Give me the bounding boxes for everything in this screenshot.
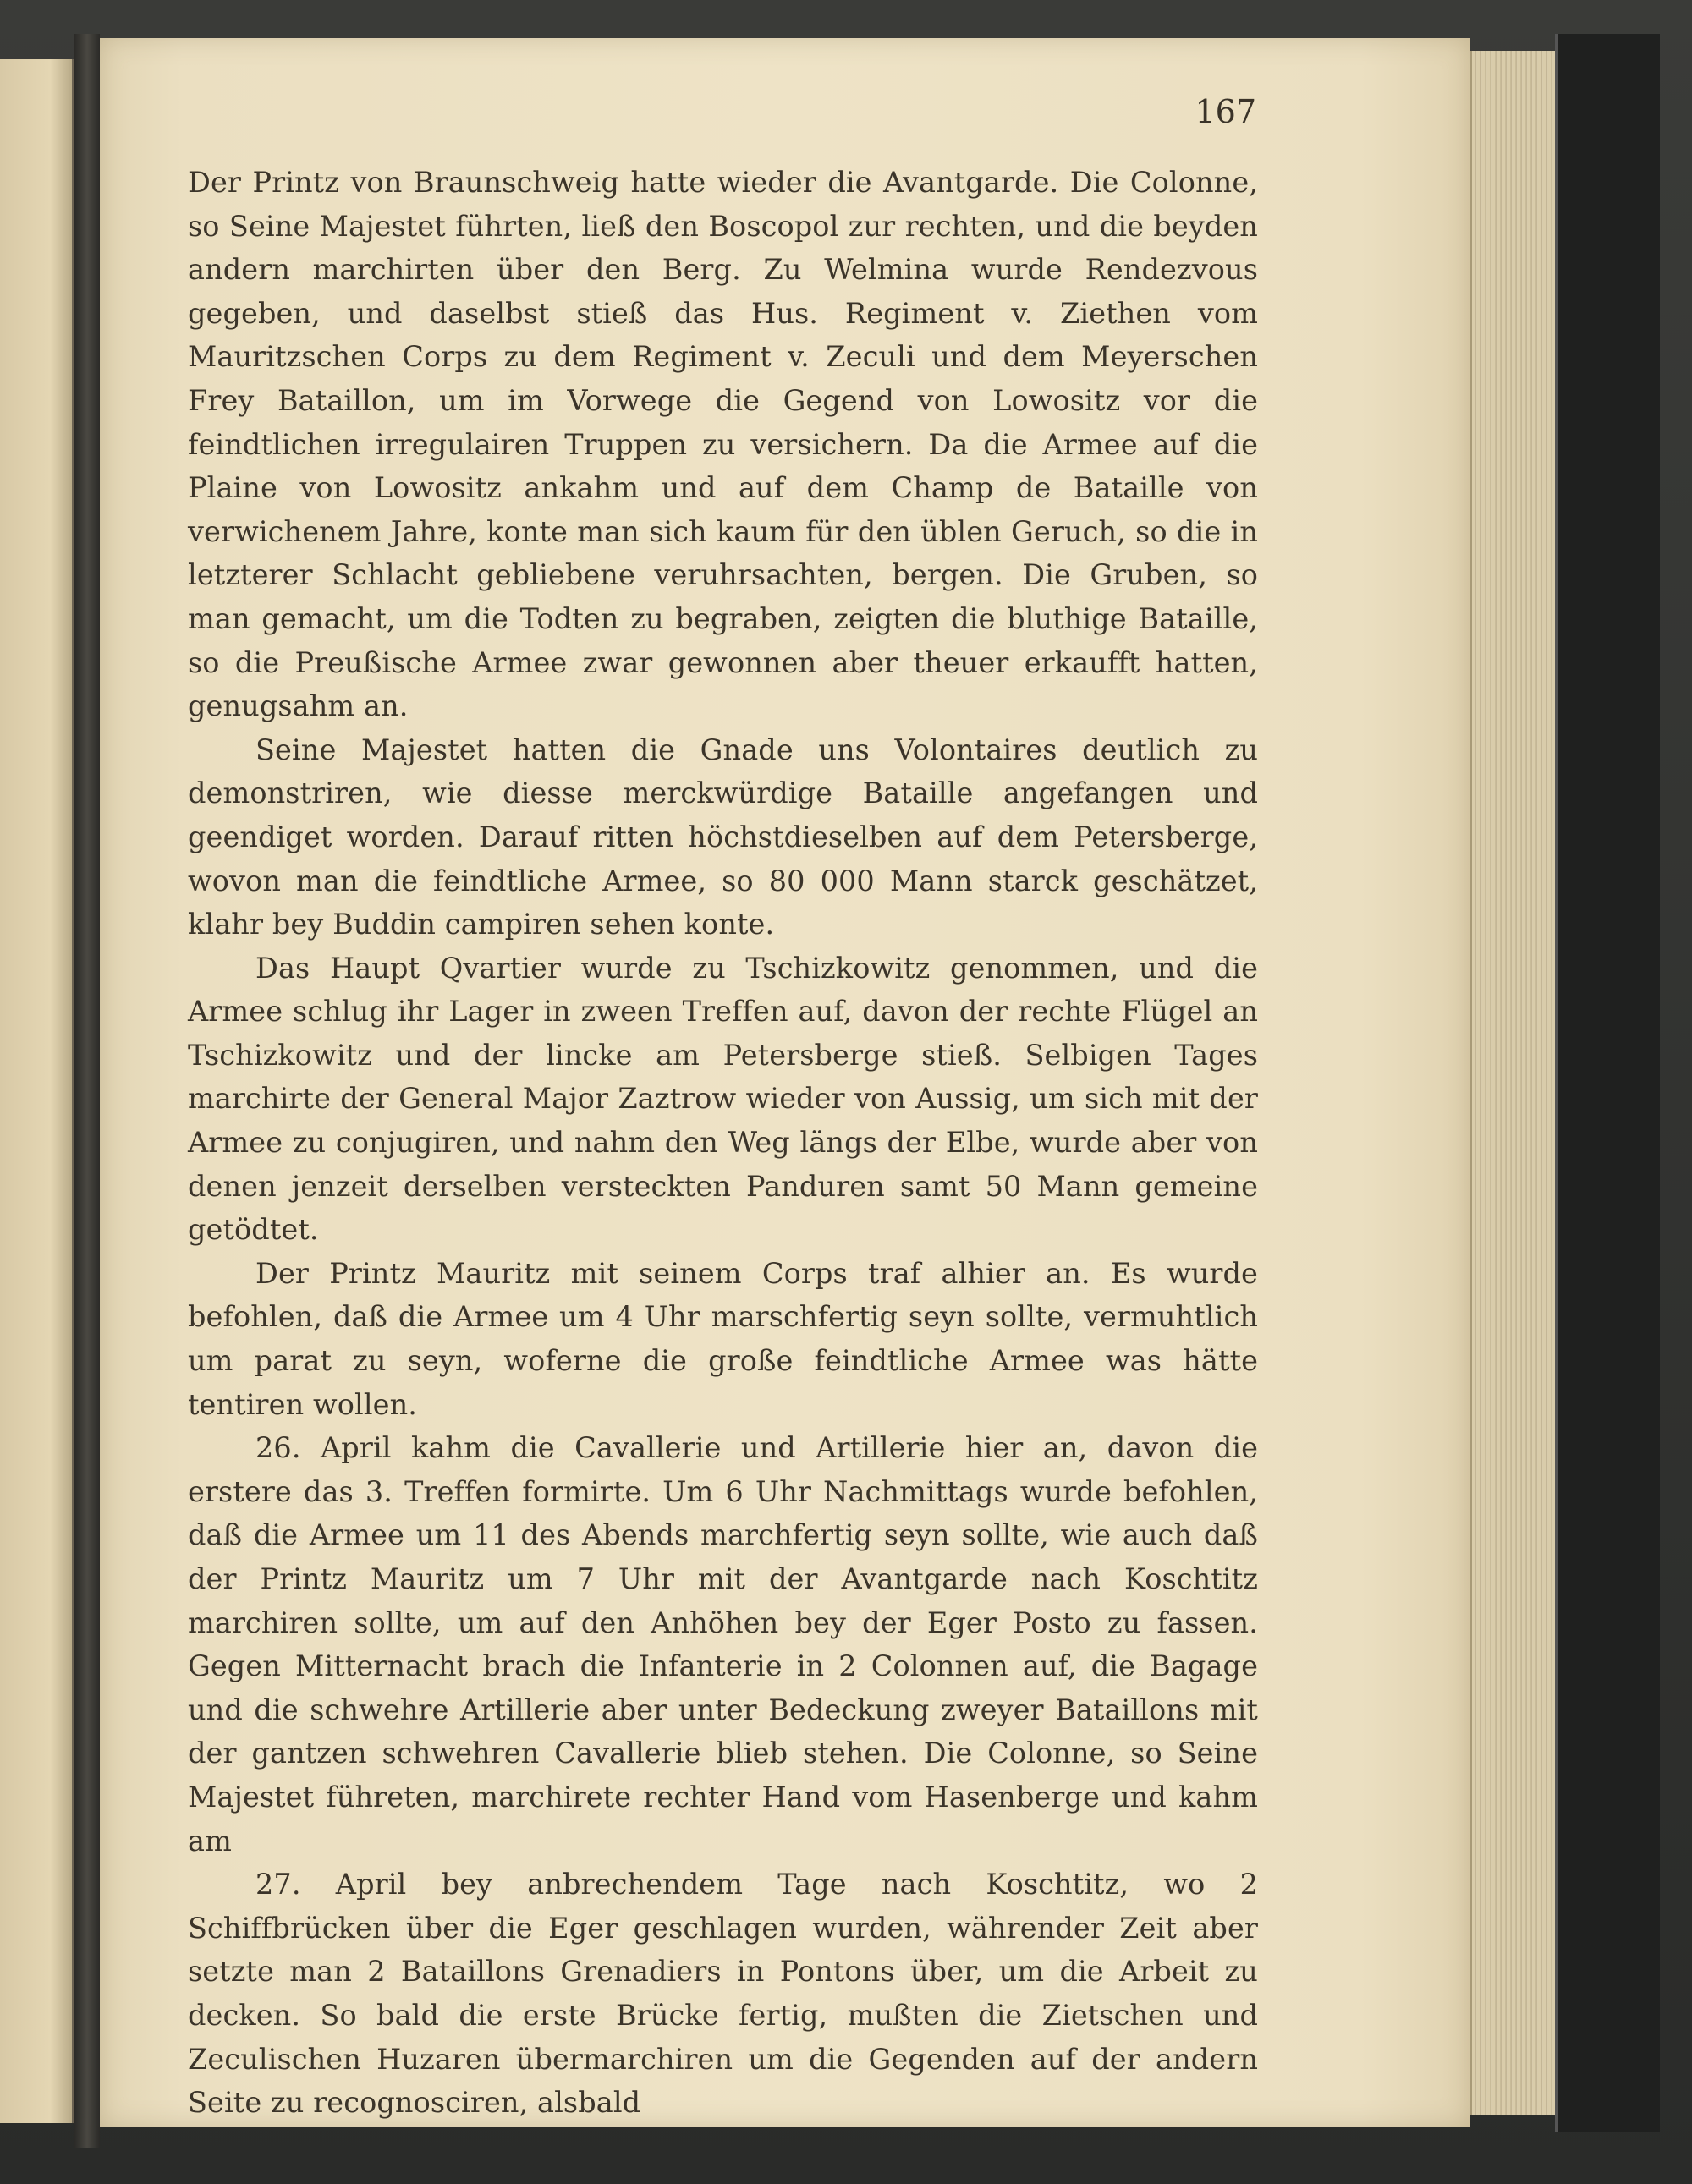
body-text <box>188 161 1258 2125</box>
page-edges <box>1470 51 1557 2115</box>
page-number: 167 <box>1195 93 1256 130</box>
paragraph: 27. April bey anbrechendem Tage nach Koschtitz, wo 2 Schiffbrücken über die Eger geschlagen wurden, währender Zeit aber setzte man 2 Bataillons Grenadiers in Pontons über, um die Arbeit zu decken. So bald die erste Brücke fertig, mußten die Zietschen und Zeculischen Huzaren übermarchiren um die Gegenden auf der andern Seite zu recognosciren, alsbald <box>188 1868 1258 2120</box>
paragraph: Der Printz Mauritz mit seinem Corps traf alhier an. Es wurde befohlen, daß die Armee um 4 Uhr marschfertig seyn sollte, vermuhtlich um parat zu seyn, woferne die große feindtliche Armee was hätte tentiren wollen. <box>188 1256 1258 1421</box>
left-page-edge <box>0 59 74 2123</box>
paragraph: 26. April kahm die Cavallerie und Artillerie hier an, davon die erstere das 3. Treffen formirte. Um 6 Uhr Nachmittags wurde befohlen, daß die Armee um 11 des Abends marchfertig seyn sollte, wie auch daß der Printz Mauritz um 7 Uhr mit der Avantgarde nach Koschtitz marchiren sollte, um auf den Anhöhen bey der Eger Posto zu fassen. Gegen Mitternacht brach die Infanterie in 2 Colonnen auf, die Bagage und die schwehre Artillerie aber unter Bedeckung zweyer Bataillons mit der gantzen schwehren Cavallerie blieb stehen. Die Colonne, so Seine Majestet führeten, marchirete rechter Hand vom Hasenberge und kahm am <box>188 1431 1258 1857</box>
paragraph: Das Haupt Qvartier wurde zu Tschizkowitz genommen, und die Armee schlug ihr Lager in zween Treffen auf, davon der rechte Flügel an Tschizkowitz und der lincke am Petersberge stieß. Selbigen Tages marchirte der General Major Zaztrow wieder von Aussig, um sich mit der Armee zu conjugiren, und nahm den Weg längs der Elbe, wurde aber von denen jenzeit derselben versteckten Panduren samt 50 Mann gemeine getödtet. <box>188 951 1258 1247</box>
paragraph: Der Printz von Braunschweig hatte wieder die Avantgarde. Die Colonne, so Seine Majestet führten, ließ den Boscopol zur rechten, und die beyden andern marchirten über den Berg. Zu Welmina wurde Rendezvous gegeben, und daselbst stieß das Hus. Regiment v. Ziethen vom Mauritzschen Corps zu dem Regiment v. Zeculi und dem Meyerschen Frey Bataillon, um im Vorwege die Gegend von Lowositz vor die feindtlichen irregulairen Truppen zu versichern. Da die Armee auf die Plaine von Lowositz ankahm und auf dem Champ de Bataille von verwichenem Jahre, konte man sich kaum für den üblen Geruch, so die in letzterer Schlacht gebliebene veruhrsachten, bergen. Die Gruben, so man gemacht, um die Todten zu begraben, zeigten die bluthige Bataille, so die Preußische Armee zwar gewonnen aber theuer erkaufft hatten, genugsahm an. <box>188 166 1258 723</box>
paragraph: Seine Majestet hatten die Gnade uns Volontaires deutlich zu demonstriren, wie diesse merckwürdige Bataille angefangen und geendiget worden. Darauf ritten höchstdieselben auf dem Petersberge, wovon man die feindtliche Armee, so 80 000 Mann starck geschätzet, klahr bey Buddin campiren sehen konte. <box>188 733 1258 941</box>
book-gutter <box>74 34 100 2148</box>
book-cover <box>1555 34 1660 2132</box>
